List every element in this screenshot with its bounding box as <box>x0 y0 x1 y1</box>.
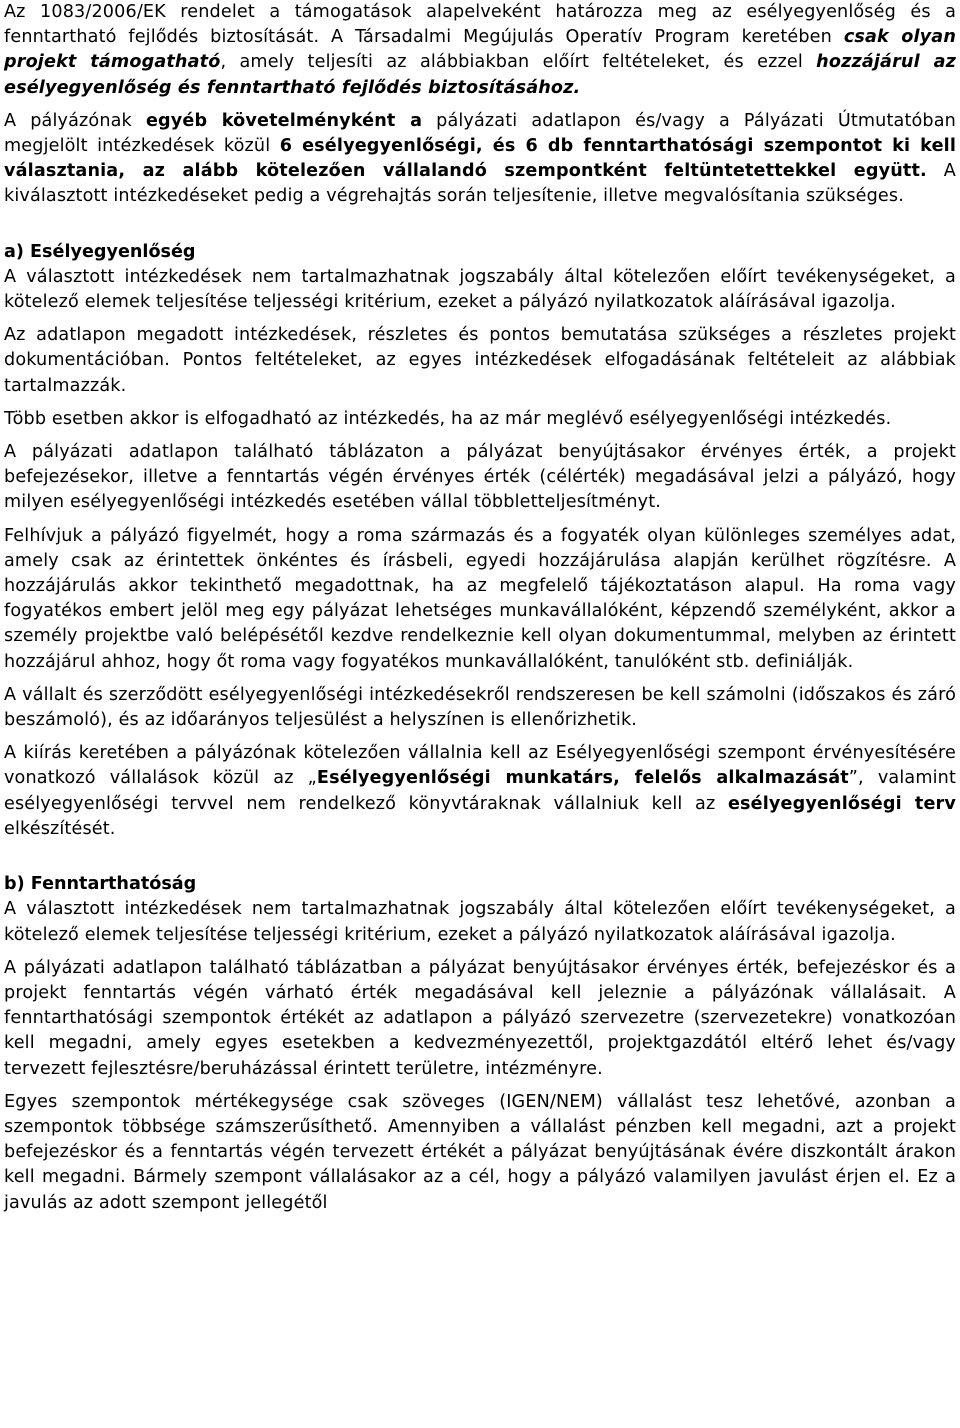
paragraph-equal-5: Felhívjuk a pályázó figyelmét, hogy a roma származás és a fogyaték olyan különleges személyes adat, amely csak az érintettek önkéntes és írásbeli, egyedi hozzájárulása alapján kerülhet rögzítésre. A hozzájárulás akkor tekinthető megadottnak, ha az megfelelő tájékoztatáson alapul. Ha roma vagy fogyatékos embert jelöl meg egy pályázat lehetséges munkavállalóként, képzendő személyként, akkor a személy projektbe való belépésétől kezdve rendelkeznie kell olyan dokumentummal, melyben az érintett hozzájárul ahhoz, hogy őt roma vagy fogyatékos munkavállalóként, tanulóként stb. definiálják. <box>4 525 956 672</box>
intro-text-1: Az 1083/2006/EK rendelet a támogatások alapelveként határozza meg az esélyegyenlőség és a fenntartható fejlődés biztosítását. A Társadalmi Megújulás Operatív Program keretében <box>4 2 956 48</box>
mandatory-bold-2: esélyegyenlőségi terv <box>727 793 956 814</box>
section-heading-sustainability: b) Fenntarthatóság <box>4 874 197 895</box>
mandatory-bold-1: Esélyegyenlőségi munkatárs, felelős alkalmazását <box>316 768 849 789</box>
intro-emphasis-2: hozzájárul az esélyegyenlőség és fenntartható fejlődés biztosításához. <box>4 52 956 98</box>
intro-text-2: , amely teljesíti az alábbiakban előírt feltételeket, és ezzel <box>220 52 817 73</box>
mandatory-text-1: A kiírás keretében a pályázónak kötelezően vállalnia kell az Esélyegyenlőségi szempont érvényesítésére vonatkozó vállalások közül az „ <box>4 743 956 789</box>
intro-emphasis-1: csak olyan projekt támogatható <box>4 27 956 73</box>
paragraph-equal-1: A választott intézkedések nem tartalmazhatnak jogszabály által kötelezően előírt tevékenységeket, a kötelező elemek teljesítése teljességi kritérium, ezeket a pályázó nyilatkozatok aláírásával igazolja. <box>4 266 956 313</box>
requirements-text-1: A pályázónak <box>4 110 146 131</box>
requirements-text-2: pályázati adatlapon és/vagy a Pályázati Útmutatóban megjelölt intézkedések közül <box>4 110 956 157</box>
mandatory-text-3: elkészítését. <box>4 818 116 839</box>
requirements-bold-1: egyéb követelményként a <box>145 110 423 131</box>
section-heading-equal-opportunity: a) Esélyegyenlőség <box>4 241 196 262</box>
paragraph-equal-3: Több esetben akkor is elfogadható az intézkedés, ha az már meglévő esélyegyenlőségi intézkedés. <box>4 408 892 429</box>
intro-paragraph <box>4 0 956 101</box>
requirements-paragraph <box>4 109 956 210</box>
paragraph-equal-6: A vállalt és szerződött esélyegyenlőségi intézkedésekről rendszeresen be kell számolni (időszakos és záró beszámoló), és az időarányos teljesülést a helyszínen is ellenőrizhetik. <box>4 684 956 731</box>
mandatory-text-2: ”, valamint esélyegyenlőségi tervvel nem rendelkező könyvtáraknak vállalniuk kell az <box>4 768 956 814</box>
paragraph-equal-4: A pályázati adatlapon található táblázaton a pályázat benyújtásakor érvényes érték, a projekt befejezésekor, illetve a fenntartás végén érvényes érték (célérték) megadásával jelzi a pályázó, hogy milyen esélyegyenlőségi intézkedés esetében vállal többletteljesítményt. <box>4 442 956 513</box>
paragraph-sustain-1: A választott intézkedések nem tartalmazhatnak jogszabály által kötelezően előírt tevékenységeket, a kötelező elemek teljesítése teljességi kritérium, ezeket a pályázó nyilatkozatok aláírásával igazolja. <box>4 899 956 945</box>
paragraph-sustain-3: Egyes szempontok mértékegysége csak szöveges (IGEN/NEM) vállalást tesz lehetővé, azonban a szempontok többsége számszerűsíthető. Amennyiben a vállalást pénzben kell megadni, azt a projekt befejezéskor és a fenntartás végén tervezett értékét a pályázat benyújtásának évére diszkontált árakon kell megadni. Bármely szempont vállalásakor az a cél, hogy a pályázó valamilyen javulást érjen el. Ez a javulás az adott szempont jellegétől <box>4 1091 956 1213</box>
paragraph-equal-2: Az adatlapon megadott intézkedések, részletes és pontos bemutatása szükséges a részletes projekt dokumentációban. Pontos feltételeket, az egyes intézkedések elfogadásának feltételeit az alábbiak tartalmazzák. <box>4 325 956 396</box>
requirements-text-3: A kiválasztott intézkedéseket pedig a végrehajtás során teljesítenie, illetve megvalósítania szükséges. <box>4 161 956 207</box>
paragraph-equal-7 <box>4 741 956 842</box>
requirements-bold-2: 6 esélyegyenlőségi, és 6 db fenntarthatósági szempontot ki kell választania, az alább kötelezően vállalandó szempontként feltüntetettekkel együtt. <box>4 136 957 182</box>
paragraph-sustain-2: A pályázati adatlapon található táblázatban a pályázat benyújtásakor érvényes érték, befejezéskor és a projekt fenntartás végén várható érték megadásával kell jeleznie a pályázónak vállalásait. A fenntarthatósági szempontok értékét az adatlapon a pályázó szervezetre (szervezetekre) vonatkozóan kell megadni, amely egyes esetekben a kedvezményezettől, projektgazdától eltérő lehet és/vagy tervezett fejlesztésre/beruházással érintett területre, intézményre. <box>4 957 956 1079</box>
